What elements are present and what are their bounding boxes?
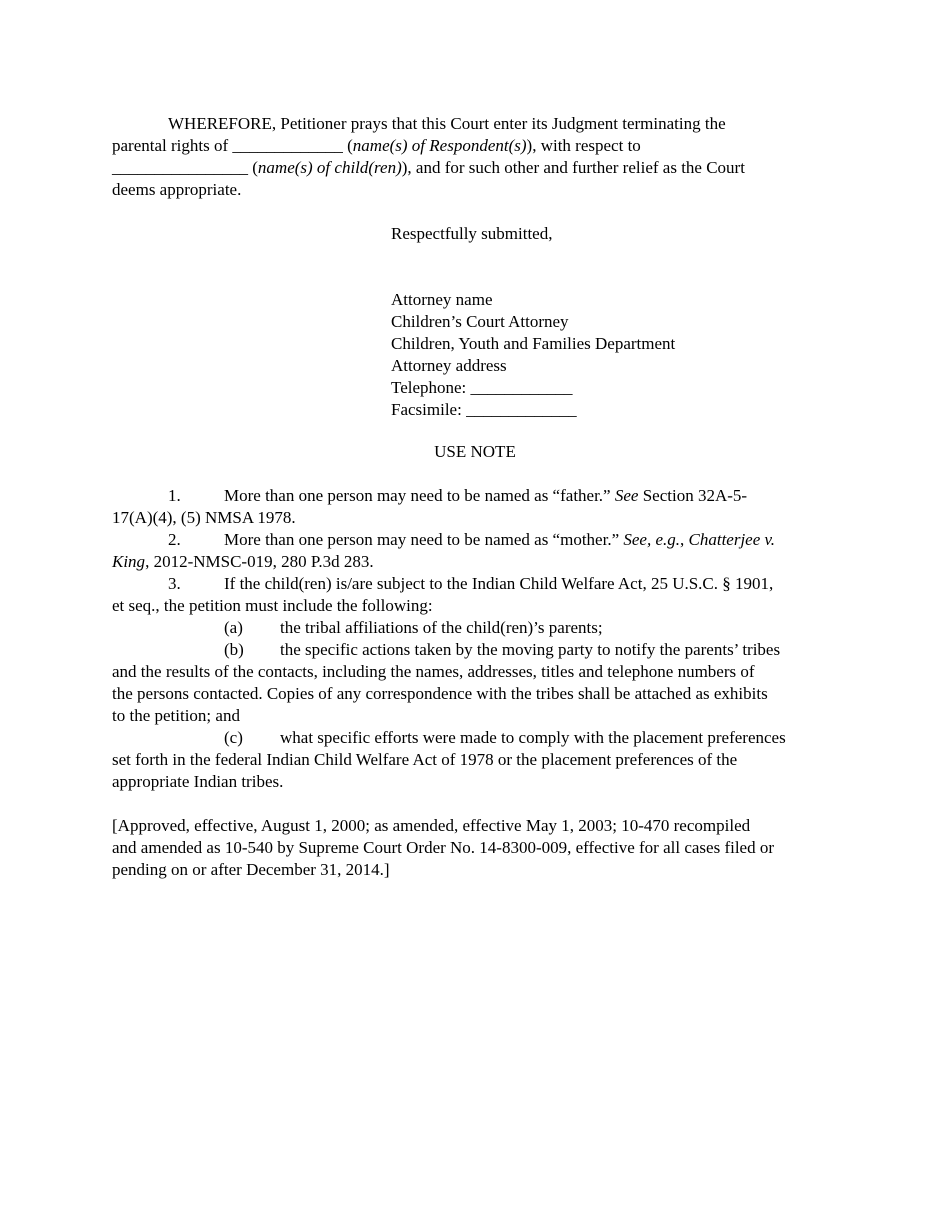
attorney-telephone: Telephone: ____________ [391,378,573,397]
history-line-3: pending on or after December 31, 2014.] [112,860,390,879]
note-3-item-b-cont-2: the persons contacted. Copies of any correspondence with the tribes shall be attached as exhibits [112,684,768,703]
signature-block [391,289,675,421]
attorney-address: Attorney address [391,356,507,375]
history-line-2: and amended as 10-540 by Supreme Court Order No. 14-8300-009, effective for all cases filed or [112,838,775,857]
note-2-cont: King, 2012-NMSC-019, 280 P.3d 283. [112,552,374,571]
note-3-item-b: (b) the specific actions taken by the moving party to notify the parents’ tribes [224,640,781,659]
attorney-department: Children, Youth and Families Department [391,334,676,353]
use-note-list [112,485,852,793]
note-3-cont: et seq., the petition must include the following: [112,596,433,615]
note-1: 1. More than one person may need to be named as “father.” See Section 32A-5- [168,486,748,505]
note-3-item-c-cont-2: appropriate Indian tribes. [112,772,284,791]
history-note [112,815,852,881]
attorney-facsimile: Facsimile: _____________ [391,400,577,419]
wherefore-line-2: parental rights of _____________ (name(s) of Respondent(s)), with respect to [112,136,641,155]
note-3: 3. If the child(ren) is/are subject to the Indian Child Welfare Act, 25 U.S.C. § 1901, [168,574,774,593]
note-2: 2. More than one person may need to be named as “mother.” See, e.g., Chatterjee v. [168,530,776,549]
note-3-item-b-cont-1: and the results of the contacts, including the names, addresses, titles and telephone numbers of [112,662,755,681]
note-3-item-c-cont-1: set forth in the federal Indian Child Welfare Act of 1978 or the placement preferences of the [112,750,738,769]
closing: Respectfully submitted, [391,224,553,243]
wherefore-line-1: WHEREFORE, Petitioner prays that this Court enter its Judgment terminating the [168,114,726,133]
wherefore-paragraph [112,113,852,201]
attorney-name: Attorney name [391,290,493,309]
wherefore-line-4: deems appropriate. [112,180,242,199]
wherefore-line-3: ________________ (name(s) of child(ren)), and for such other and further relief as the Court [112,158,745,177]
note-3-item-c: (c) what specific efforts were made to comply with the placement preferences [224,728,786,747]
note-3-item-b-cont-3: to the petition; and [112,706,240,725]
note-1-cont: 17(A)(4), (5) NMSA 1978. [112,508,296,527]
use-note-heading: USE NOTE [434,442,516,461]
attorney-title: Children’s Court Attorney [391,312,569,331]
history-line-1: [Approved, effective, August 1, 2000; as amended, effective May 1, 2003; 10-470 recompiled [112,816,751,835]
note-3-item-a: (a) the tribal affiliations of the child(ren)’s parents; [224,618,603,637]
